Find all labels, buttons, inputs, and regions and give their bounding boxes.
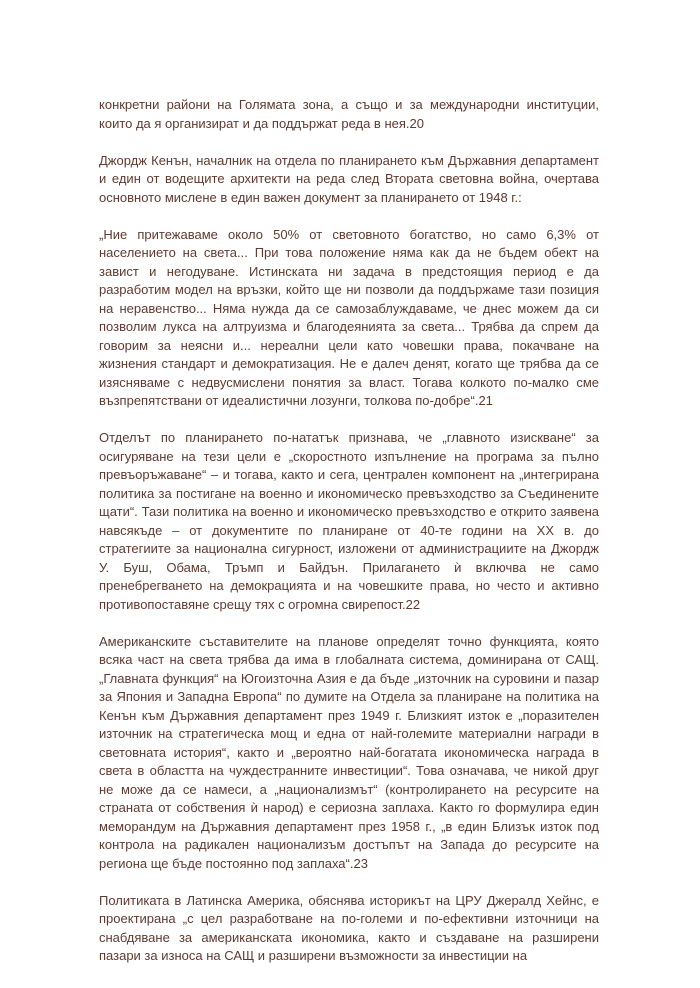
paragraph-kennan-quote: „Ние притежаваме около 50% от световното богатство, но само 6,3% от населението на света... При това положение няма как да не бъдем обект на завист и негодуване. Истинската ни задача в предстоящия период е да разработим модел на връзки, който ще ни позволи да поддържаме тази позиция на неравенство... Няма нужда да се самозаблуждаваме, че днес можем да си позволим лукса на алтруизма и благодеянията за света... Трябва да спрем да говорим за неясни и... нереални цели като човешки права, покачване на жизнения стандарт и демократизация. Не е далеч денят, когато ще трябва да се изясняваме с недвусмислени понятия за власт. Тогава колкото по-малко сме възпрепятствани от идеалистични лозунги, толкова по-добре“.21 bbox=[99, 226, 599, 408]
paragraph-kennan-intro: Джордж Кенън, началник на отдела по планирането към Държавния департамент и един от водещите архитекти на реда след Втората световна война, очертава основното мислене в един важен документ за планирането от 1948 г.: bbox=[99, 152, 599, 205]
paragraph-planning-department: Отделът по планирането по-нататък признава, че „главното изискване“ за осигуряване на тези цели е „скоростното изпълнение на програма за пълно превъоръжаване“ – и тогава, както и сега, централен компонент на „интегрирана политика за постигане на военно и икономическо превъзходство за Съединените щати“. Тази политика на военно и икономическо превъзходство е открито заявена навсякъде – от документите по планиране от 40-те години на XX в. до стратегиите за национална сигурност, изложени от администрациите на Джордж У. Буш, Обама, Тръмп и Байдън. Прилагането ѝ включва не само пренебрегването на демокрацията и на човешките права, но често и активно противопоставяне срещу тях с огромна свирепост.22 bbox=[99, 430, 599, 612]
paragraph-continued: конкретни райони на Голямата зона, а също и за международни институции, които да я организират и да поддържат реда в нея.20 bbox=[99, 97, 599, 131]
paragraph-world-functions: Американските съставителите на планове определят точно функцията, която всяка част на света трябва да има в глобалната система, доминирана от САЩ. „Главната функция“ на Югоизточна Азия е да бъде „източник на суровини и пазар за Япония и Западна Европа“ по думите на Отдела за планиране на политика на Кенън към Държавния департамент през 1949 г. Близкият изток е „поразителен източник на стратегическа мощ и една от най-големите материални награди в световната история“, както и „вероятно най-богатата икономическа награда в света в областта на чуждестранните инвестиции“. Това означава, че никой друг не може да се намеси, а „национализмът“ (контролирането на ресурсите на страната от собствения ѝ народ) е сериозна заплаха. Както го формулира един меморандум на Държавния департамент през 1958 г., „в един Близък изток под контрола на радикален национализъм достъпът на Запада до ресурсите на региона ще бъде постоянно под заплаха“.23 bbox=[99, 633, 599, 871]
paragraph-latin-america: Политиката в Латинска Америка, обяснява историкът на ЦРУ Джералд Хейнс, е проектирана „с цел разработване на по-големи и по-ефективни източници на снабдяване за американската икономика, както и създаване на разширени пазари за износа на САЩ и разширени възможности за инвестиции на bbox=[99, 892, 599, 963]
body-text bbox=[99, 96, 599, 984]
